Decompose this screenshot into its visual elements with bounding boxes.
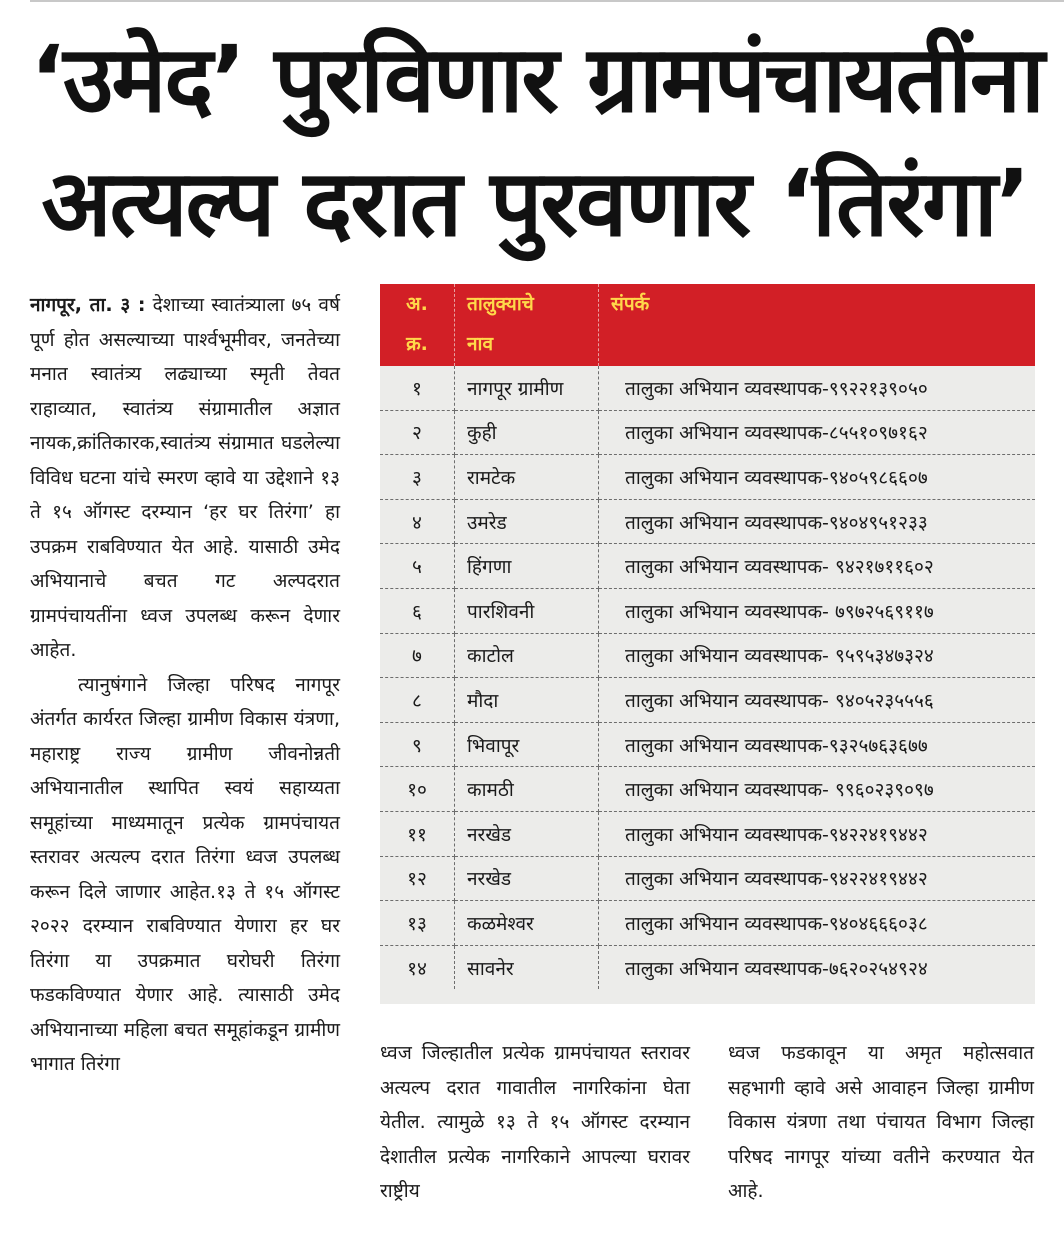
article-middle-text: ध्वज जिल्हातील प्रत्येक ग्रामपंचायत स्तरावर अत्यल्प दरात गावातील नागरिकांना घेता येतील. त्यामुळे १३ ते १५ ऑगस्ट दरम्यान देशातील प्रत्येक नागरिकाने आपल्या घरावर राष्ट्रीय <box>380 1042 690 1202</box>
cell-serial: ३ <box>380 455 455 500</box>
cell-taluka: काटोल <box>455 633 599 678</box>
table-row <box>380 767 1035 812</box>
header-contact: संपर्क <box>599 284 1036 366</box>
cell-serial: १० <box>380 767 455 812</box>
dateline: नागपूर, ता. ३ : <box>30 294 146 316</box>
header-taluka: तालुक्याचे नाव <box>455 284 599 366</box>
article-paragraph-1-text: देशाच्या स्वातंत्र्याला ७५ वर्ष पूर्ण होत असल्याच्या पार्श्वभूमीवर, जनतेच्या मनात स्वातंत्र्य लढ्याच्या स्मृती तेवत राहाव्यात, स्वातंत्र्य संग्रामातील अज्ञात नायक,क्रांतिकारक,स्वातंत्र्य संग्रामात घडलेल्या विविध घटना यांचे स्मरण व्हावे या उद्देशाने १३ ते १५ ऑगस्ट दरम्यान ‘हर घर तिरंगा’ हा उपक्रम राबविण्यात येत आहे. यासाठी उमेद अभियानाचे बचत गट अल्पदरात ग्रामपंचायतींना ध्वज उपलब्ध करून देणार आहेत. <box>30 294 340 661</box>
cell-serial: १४ <box>380 945 455 989</box>
cell-serial: १२ <box>380 856 455 901</box>
table-row <box>380 678 1035 723</box>
article-paragraph-1 <box>30 288 340 668</box>
cell-serial: ८ <box>380 678 455 723</box>
cell-taluka: उमरेड <box>455 499 599 544</box>
table-row <box>380 901 1035 946</box>
headline-line-2: अत्यल्प दरात पुरवणार ‘तिरंगा’ <box>41 150 1029 257</box>
article-column-middle <box>380 1036 690 1209</box>
cell-contact: तालुका अभियान व्यवस्थापक- ९५९५३४७३२४ <box>599 633 1036 678</box>
cell-taluka: नरखेड <box>455 811 599 856</box>
top-rule <box>30 0 1064 2</box>
table-row <box>380 410 1035 455</box>
cell-taluka: नरखेड <box>455 856 599 901</box>
cell-contact: तालुका अभियान व्यवस्थापक-९४०४९५१२३३ <box>599 499 1036 544</box>
cell-taluka: भिवापूर <box>455 722 599 767</box>
cell-contact: तालुका अभियान व्यवस्थापक- ७९७२५६९११७ <box>599 588 1036 633</box>
table-row <box>380 455 1035 500</box>
table-row <box>380 499 1035 544</box>
table-row <box>380 811 1035 856</box>
cell-serial: ९ <box>380 722 455 767</box>
article-column-left <box>30 288 340 1082</box>
article-column-right <box>728 1036 1034 1209</box>
cell-taluka: रामटेक <box>455 455 599 500</box>
cell-serial: ११ <box>380 811 455 856</box>
table-row <box>380 722 1035 767</box>
cell-taluka: कामठी <box>455 767 599 812</box>
cell-serial: ७ <box>380 633 455 678</box>
cell-contact: तालुका अभियान व्यवस्थापक-९३२५७६३६७७ <box>599 722 1036 767</box>
cell-contact: तालुका अभियान व्यवस्थापक-९४२२४१९४४२ <box>599 811 1036 856</box>
cell-taluka: नागपूर ग्रामीण <box>455 366 599 410</box>
cell-taluka: हिंगणा <box>455 544 599 589</box>
header-serial: अ. क्र. <box>380 284 455 366</box>
table-row <box>380 544 1035 589</box>
table-header-row <box>380 284 1035 366</box>
cell-contact: तालुका अभियान व्यवस्थापक- ९४०५२३५५५६ <box>599 678 1036 723</box>
cell-contact: तालुका अभियान व्यवस्थापक- ९४२१७११६०२ <box>599 544 1036 589</box>
headline <box>30 18 1043 266</box>
table-row <box>380 633 1035 678</box>
cell-serial: १३ <box>380 901 455 946</box>
cell-serial: ४ <box>380 499 455 544</box>
contact-table <box>380 284 1035 989</box>
table-row <box>380 366 1035 410</box>
article-paragraph-2: त्यानुषंगाने जिल्हा परिषद नागपूर अंतर्गत कार्यरत जिल्हा ग्रामीण विकास यंत्रणा, महाराष्ट्र राज्य ग्रामीण जीवनोन्नती अभियानातील स्थापित स्वयं सहाय्यता समूहांच्या माध्यमातून प्रत्येक ग्रामपंचायत स्तरावर अत्यल्प दरात तिरंगा ध्वज उपलब्ध करून दिले जाणार आहेत.१३ ते १५ ऑगस्ट २०२२ दरम्यान राबविण्यात येणारा हर घर तिरंगा या उपक्रमात घरोघरी तिरंगा फडकविण्यात येणार आहे. त्यासाठी उमेद अभियानाच्या महिला बचत समूहांकडून ग्रामीण भागात तिरंगा <box>30 673 340 1075</box>
table-row <box>380 856 1035 901</box>
table-row <box>380 945 1035 989</box>
cell-taluka: मौदा <box>455 678 599 723</box>
headline-line-1: ‘उमेद’ पुरविणार ग्रामपंचायतींना <box>30 26 1043 133</box>
cell-contact: तालुका अभियान व्यवस्थापक-९९२२१३९०५० <box>599 366 1036 410</box>
cell-contact: तालुका अभियान व्यवस्थापक-९४२२४१९४४२ <box>599 856 1036 901</box>
cell-serial: ६ <box>380 588 455 633</box>
article-right-text: ध्वज फडकावून या अमृत महोत्सवात सहभागी व्हावे असे आवाहन जिल्हा ग्रामीण विकास यंत्रणा तथा पंचायत विभाग जिल्हा परिषद नागपूर यांच्या वतीने करण्यात येत आहे. <box>728 1042 1034 1202</box>
cell-taluka: पारशिवनी <box>455 588 599 633</box>
table-body <box>380 366 1035 989</box>
cell-serial: १ <box>380 366 455 410</box>
cell-serial: २ <box>380 410 455 455</box>
contact-table-panel <box>380 284 1035 1004</box>
table-row <box>380 588 1035 633</box>
cell-contact: तालुका अभियान व्यवस्थापक-९४०५९८६६०७ <box>599 455 1036 500</box>
cell-contact: तालुका अभियान व्यवस्थापक-७६२०२५४९२४ <box>625 957 928 980</box>
cell-taluka: कुही <box>455 410 599 455</box>
cell-serial: ५ <box>380 544 455 589</box>
cell-contact: तालुका अभियान व्यवस्थापक-८५५१०९७१६२ <box>599 410 1036 455</box>
cell-contact: तालुका अभियान व्यवस्थापक-९४०४६६६०३८ <box>599 901 1036 946</box>
cell-taluka: सावनेर <box>455 945 599 989</box>
cell-contact: तालुका अभियान व्यवस्थापक- ९९६०२३९०९७ <box>599 767 1036 812</box>
cell-taluka: कळमेश्वर <box>455 901 599 946</box>
